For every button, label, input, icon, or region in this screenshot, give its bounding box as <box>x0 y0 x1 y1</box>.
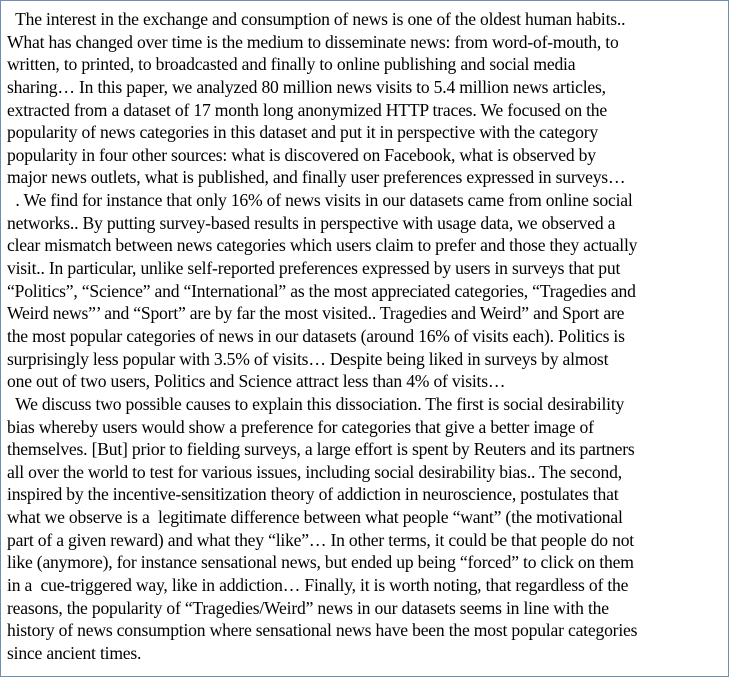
text-line: history of news consumption where sensational news have been the most popular categories <box>7 620 638 641</box>
text-line: visit.. In particular, unlike self-reported preferences expressed by users in surveys that put <box>7 258 621 279</box>
text-line: written, to printed, to broadcasted and finally to online publishing and social media <box>7 54 576 75</box>
text-line: like (anymore), for instance sensational news, but ended up being “forced” to click on them <box>7 552 634 573</box>
text-line: The interest in the exchange and consumption of news is one of the oldest human habits.. <box>7 9 626 29</box>
text-line: the most popular categories of news in our datasets (around 16% of visits each). Politics is <box>7 325 625 346</box>
text-line: themselves. [But] prior to fielding surveys, a large effort is spent by Reuters and its partners <box>7 439 635 460</box>
text-line: major news outlets, what is published, and finally user preferences expressed in surveys… <box>7 167 626 188</box>
text-line: reasons, the popularity of “Tragedies/Weird” news in our datasets seems in line with the <box>7 597 609 618</box>
text-line: Weird news”’ and “Sport” are by far the most visited.. Tragedies and Weird” and Sport are <box>7 303 625 324</box>
text-line: networks.. By putting survey-based results in perspective with usage data, we observed a <box>7 212 616 233</box>
text-line: We discuss two possible causes to explain this dissociation. The first is social desirability <box>7 393 625 414</box>
text-line: . We find for instance that only 16% of news visits in our datasets came from online social <box>7 190 633 211</box>
text-line: inspired by the incentive-sensitization theory of addiction in neuroscience, postulates that <box>7 484 619 505</box>
text-line: what we observe is a legitimate difference between what people “want” (the motivational <box>7 507 623 528</box>
text-line: since ancient times. <box>7 642 142 663</box>
text-line: popularity of news categories in this dataset and put it in perspective with the category <box>7 122 598 143</box>
text-line: popularity in four other sources: what is discovered on Facebook, what is observed by <box>7 144 596 165</box>
text-line: one out of two users, Politics and Science attract less than 4% of visits… <box>7 371 506 392</box>
text-line: all over the world to test for various issues, including social desirability bias.. The second, <box>7 461 622 482</box>
text-line: surprisingly less popular with 3.5% of visits… Despite being liked in surveys by almost <box>7 348 609 369</box>
text-line: What has changed over time is the medium to disseminate news: from word-of-mouth, to <box>7 31 619 52</box>
text-line: clear mismatch between news categories which users claim to prefer and those they actually <box>7 235 638 256</box>
document-text <box>7 8 729 665</box>
text-line: part of a given reward) and what they “like”… In other terms, it could be that people do not <box>7 529 634 550</box>
text-line: bias whereby users would show a preference for categories that give a better image of <box>7 416 594 437</box>
text-line: in a cue-triggered way, like in addiction… Finally, it is worth noting, that regardless of the <box>7 575 629 596</box>
text-line: sharing… In this paper, we analyzed 80 million news visits to 5.4 million news articles, <box>7 76 606 97</box>
text-line: extracted from a dataset of 17 month long anonymized HTTP traces. We focused on the <box>7 99 608 120</box>
text-line: “Politics”, “Science” and “International” as the most appreciated categories, “Tragedies and <box>7 280 636 301</box>
